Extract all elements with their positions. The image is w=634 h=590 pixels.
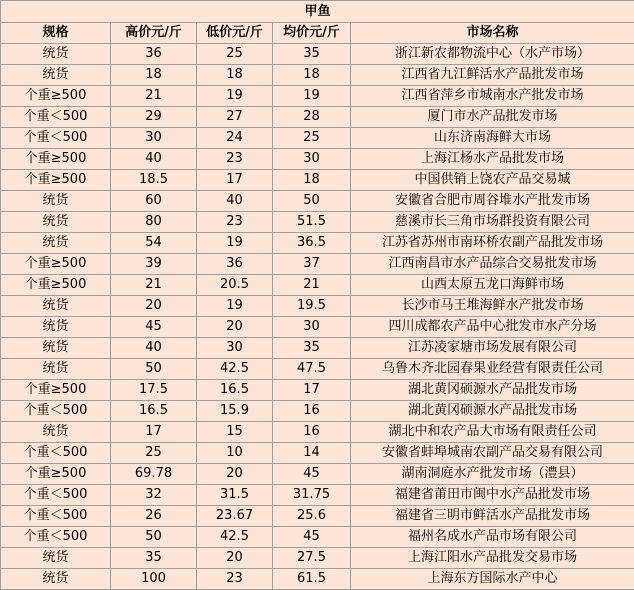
table-row [1, 569, 634, 590]
cell-low-price: 36 [197, 254, 273, 275]
cell-market-name: 中国供销上饶农产品交易城 [351, 170, 634, 191]
cell-low-price: 18 [197, 65, 273, 86]
cell-market-name: 江西南昌市水产品综合交易批发市场 [351, 254, 634, 275]
cell-spec: 统货 [1, 548, 111, 569]
cell-market-name: 四川成都农产品中心批发市水产分场 [351, 317, 634, 338]
cell-avg-price: 19.5 [273, 296, 351, 317]
cell-spec: 个重≥500 [1, 170, 111, 191]
cell-avg-price: 27.5 [273, 548, 351, 569]
table-row [1, 527, 634, 548]
cell-low-price: 25 [197, 44, 273, 65]
table-row [1, 86, 634, 107]
table-header-row [1, 23, 634, 44]
table-row [1, 338, 634, 359]
cell-market-name: 福建省莆田市闽中水产品批发市场 [351, 485, 634, 506]
cell-high-price: 50 [111, 527, 197, 548]
cell-avg-price: 30 [273, 149, 351, 170]
cell-low-price: 23.67 [197, 506, 273, 527]
cell-high-price: 50 [111, 359, 197, 380]
table-row [1, 44, 634, 65]
cell-market-name: 上海东方国际水产中心 [351, 569, 634, 590]
cell-high-price: 35 [111, 548, 197, 569]
cell-market-name: 上海江杨水产品批发市场 [351, 149, 634, 170]
cell-market-name: 慈溪市长三角市场群投资有限公司 [351, 212, 634, 233]
table-row [1, 380, 634, 401]
cell-high-price: 16.5 [111, 401, 197, 422]
table-row [1, 233, 634, 254]
cell-avg-price: 47.5 [273, 359, 351, 380]
table-row [1, 506, 634, 527]
cell-low-price: 20 [197, 317, 273, 338]
table-row [1, 359, 634, 380]
cell-market-name: 湖北黄冈硕源水产品批发市场 [351, 380, 634, 401]
cell-spec: 统货 [1, 359, 111, 380]
cell-avg-price: 18 [273, 65, 351, 86]
cell-avg-price: 25.6 [273, 506, 351, 527]
cell-avg-price: 21 [273, 275, 351, 296]
cell-avg-price: 37 [273, 254, 351, 275]
cell-avg-price: 61.5 [273, 569, 351, 590]
header-market-name: 市场名称 [351, 23, 634, 44]
cell-spec: 个重＜500 [1, 506, 111, 527]
cell-low-price: 19 [197, 296, 273, 317]
cell-low-price: 15.9 [197, 401, 273, 422]
cell-market-name: 福建省三明市鲜活水产品批发市场 [351, 506, 634, 527]
table-row [1, 128, 634, 149]
cell-low-price: 17 [197, 170, 273, 191]
cell-market-name: 山西太原五龙口海鲜市场 [351, 275, 634, 296]
cell-high-price: 17 [111, 422, 197, 443]
table-row [1, 548, 634, 569]
table-row [1, 107, 634, 128]
table-row [1, 485, 634, 506]
cell-low-price: 23 [197, 149, 273, 170]
cell-avg-price: 30 [273, 317, 351, 338]
cell-spec: 统货 [1, 422, 111, 443]
cell-high-price: 100 [111, 569, 197, 590]
cell-market-name: 江苏凌家塘市场发展有限公司 [351, 338, 634, 359]
cell-spec: 统货 [1, 212, 111, 233]
cell-market-name: 乌鲁木齐北园春果业经营有限责任公司 [351, 359, 634, 380]
table-title-row [1, 1, 634, 23]
cell-high-price: 40 [111, 149, 197, 170]
cell-market-name: 江苏省苏州市南环桥农副产品批发市场 [351, 233, 634, 254]
cell-high-price: 29 [111, 107, 197, 128]
cell-low-price: 23 [197, 212, 273, 233]
table-row [1, 296, 634, 317]
cell-market-name: 湖北黄冈硕源水产品批发市场 [351, 401, 634, 422]
table-row [1, 149, 634, 170]
cell-spec: 个重≥500 [1, 380, 111, 401]
cell-low-price: 20 [197, 548, 273, 569]
cell-avg-price: 18 [273, 170, 351, 191]
cell-spec: 统货 [1, 191, 111, 212]
table-row [1, 275, 634, 296]
header-spec: 规格 [1, 23, 111, 44]
cell-high-price: 45 [111, 317, 197, 338]
cell-spec: 统货 [1, 233, 111, 254]
cell-high-price: 20 [111, 296, 197, 317]
cell-avg-price: 50 [273, 191, 351, 212]
cell-low-price: 10 [197, 443, 273, 464]
cell-low-price: 20 [197, 464, 273, 485]
cell-high-price: 40 [111, 338, 197, 359]
cell-market-name: 福州名成水产品市场有限公司 [351, 527, 634, 548]
cell-spec: 统货 [1, 338, 111, 359]
cell-low-price: 27 [197, 107, 273, 128]
cell-low-price: 42.5 [197, 359, 273, 380]
cell-market-name: 安徽省合肥市周谷堆水产批发市场 [351, 191, 634, 212]
cell-high-price: 21 [111, 275, 197, 296]
cell-market-name: 湖北中和农产品大市场有限责任公司 [351, 422, 634, 443]
cell-avg-price: 36.5 [273, 233, 351, 254]
cell-low-price: 42.5 [197, 527, 273, 548]
cell-spec: 个重＜500 [1, 401, 111, 422]
table-row [1, 422, 634, 443]
cell-spec: 统货 [1, 317, 111, 338]
cell-market-name: 江西省萍乡市城南水产批发市场 [351, 86, 634, 107]
cell-spec: 个重≥500 [1, 254, 111, 275]
cell-market-name: 山东济南海鲜大市场 [351, 128, 634, 149]
table-row [1, 254, 634, 275]
cell-high-price: 18.5 [111, 170, 197, 191]
cell-spec: 个重＜500 [1, 485, 111, 506]
cell-high-price: 60 [111, 191, 197, 212]
cell-high-price: 21 [111, 86, 197, 107]
cell-high-price: 36 [111, 44, 197, 65]
cell-high-price: 69.78 [111, 464, 197, 485]
cell-spec: 个重＜500 [1, 443, 111, 464]
table-row [1, 317, 634, 338]
cell-avg-price: 28 [273, 107, 351, 128]
cell-avg-price: 19 [273, 86, 351, 107]
cell-market-name: 浙江新农都物流中心（水产市场） [351, 44, 634, 65]
cell-spec: 个重≥500 [1, 275, 111, 296]
header-high-price: 高价元/斤 [111, 23, 197, 44]
cell-low-price: 16.5 [197, 380, 273, 401]
cell-high-price: 30 [111, 128, 197, 149]
cell-spec: 统货 [1, 44, 111, 65]
header-low-price: 低价元/斤 [197, 23, 273, 44]
cell-avg-price: 16 [273, 401, 351, 422]
table-row [1, 191, 634, 212]
cell-low-price: 40 [197, 191, 273, 212]
cell-market-name: 上海江阳水产品批发交易市场 [351, 548, 634, 569]
cell-high-price: 32 [111, 485, 197, 506]
cell-avg-price: 17 [273, 380, 351, 401]
cell-low-price: 19 [197, 233, 273, 254]
cell-market-name: 长沙市马王堆海鲜水产批发市场 [351, 296, 634, 317]
cell-low-price: 15 [197, 422, 273, 443]
cell-low-price: 20.5 [197, 275, 273, 296]
table-title: 甲鱼 [1, 1, 634, 23]
cell-spec: 个重≥500 [1, 86, 111, 107]
cell-spec: 个重≥500 [1, 464, 111, 485]
cell-low-price: 19 [197, 86, 273, 107]
cell-low-price: 30 [197, 338, 273, 359]
cell-market-name: 安徽省蚌埠城南农副产品交易有限公司 [351, 443, 634, 464]
cell-high-price: 80 [111, 212, 197, 233]
cell-low-price: 31.5 [197, 485, 273, 506]
cell-avg-price: 14 [273, 443, 351, 464]
cell-high-price: 18 [111, 65, 197, 86]
table-row [1, 212, 634, 233]
cell-spec: 统货 [1, 65, 111, 86]
cell-low-price: 24 [197, 128, 273, 149]
cell-avg-price: 35 [273, 338, 351, 359]
cell-market-name: 厦门市水产品批发市场 [351, 107, 634, 128]
cell-avg-price: 16 [273, 422, 351, 443]
table-row [1, 401, 634, 422]
cell-avg-price: 51.5 [273, 212, 351, 233]
cell-high-price: 25 [111, 443, 197, 464]
table-row [1, 170, 634, 191]
cell-spec: 统货 [1, 569, 111, 590]
cell-spec: 个重＜500 [1, 128, 111, 149]
cell-spec: 个重＜500 [1, 107, 111, 128]
cell-avg-price: 35 [273, 44, 351, 65]
table-row [1, 65, 634, 86]
cell-avg-price: 45 [273, 464, 351, 485]
cell-low-price: 23 [197, 569, 273, 590]
cell-high-price: 26 [111, 506, 197, 527]
table-row [1, 464, 634, 485]
table-row [1, 443, 634, 464]
cell-high-price: 17.5 [111, 380, 197, 401]
cell-avg-price: 45 [273, 527, 351, 548]
cell-spec: 统货 [1, 296, 111, 317]
cell-market-name: 湖南洞庭水产批发市场（澧县） [351, 464, 634, 485]
cell-avg-price: 25 [273, 128, 351, 149]
cell-high-price: 39 [111, 254, 197, 275]
cell-spec: 个重＜500 [1, 527, 111, 548]
table-body [1, 44, 634, 590]
cell-high-price: 54 [111, 233, 197, 254]
header-avg-price: 均价元/斤 [273, 23, 351, 44]
cell-spec: 个重≥500 [1, 149, 111, 170]
cell-market-name: 江西省九江鲜活水产品批发市场 [351, 65, 634, 86]
cell-avg-price: 31.75 [273, 485, 351, 506]
